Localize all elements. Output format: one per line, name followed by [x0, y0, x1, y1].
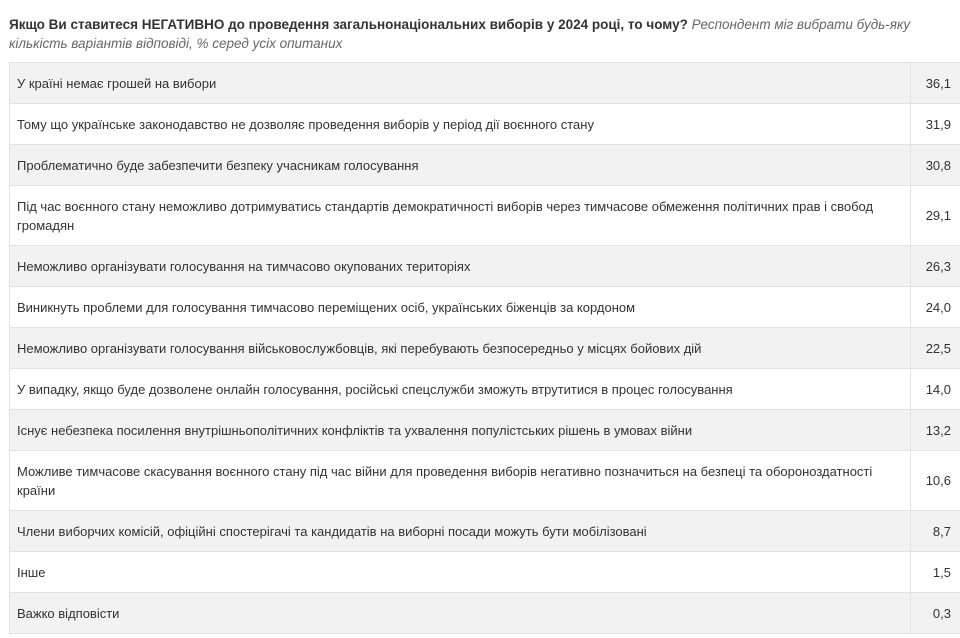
table-row [10, 410, 960, 451]
table-row [10, 552, 960, 593]
answer-label: Тому що українське законодавство не дозволяє проведення виборів у період дії воєнного стану [10, 104, 911, 145]
answer-label: Неможливо організувати голосування військовослужбовців, які перебувають безпосередньо у місцях бойових дій [10, 328, 911, 369]
respondent-note: Респондент міг вибрати будь-яку кількість варіантів відповіді, % серед усіх опитаних [9, 17, 911, 51]
table-row [10, 287, 960, 328]
answer-percent: 8,7 [911, 511, 960, 552]
answer-percent: 29,1 [911, 186, 960, 246]
answer-label: У країні немає грошей на вибори [10, 63, 911, 104]
answer-percent: 13,2 [911, 410, 960, 451]
answer-label: У випадку, якщо буде дозволене онлайн голосування, російські спецслужби зможуть втрутитися в процес голосування [10, 369, 911, 410]
answer-percent: 36,1 [911, 63, 960, 104]
answer-percent: 22,5 [911, 328, 960, 369]
answer-percent: 24,0 [911, 287, 960, 328]
answer-label: Члени виборчих комісій, офіційні спостерігачі та кандидатів на виборні посади можуть бути мобілізовані [10, 511, 911, 552]
table-row [10, 369, 960, 410]
answer-percent: 30,8 [911, 145, 960, 186]
answer-percent: 10,6 [911, 451, 960, 511]
answer-percent: 1,5 [911, 552, 960, 593]
table-row [10, 246, 960, 287]
answer-percent: 14,0 [911, 369, 960, 410]
answer-label: Виникнуть проблеми для голосування тимчасово переміщених осіб, українських біженців за кордоном [10, 287, 911, 328]
answer-label: Неможливо організувати голосування на тимчасово окупованих територіях [10, 246, 911, 287]
answer-label: Важко відповісти [10, 593, 911, 634]
answer-label: Інше [10, 552, 911, 593]
answer-label: Проблематично буде забезпечити безпеку учасникам голосування [10, 145, 911, 186]
question-text: Якщо Ви ставитеся НЕГАТИВНО до проведення загальнонаціональних виборів у 2024 році, то чому? [9, 17, 688, 32]
answer-percent: 0,3 [911, 593, 960, 634]
answer-percent: 31,9 [911, 104, 960, 145]
table-row [10, 511, 960, 552]
table-row [10, 328, 960, 369]
table-row [10, 186, 960, 246]
table-row [10, 451, 960, 511]
table-caption [9, 15, 951, 53]
table-row [10, 593, 960, 634]
table-row [10, 145, 960, 186]
table-row [10, 63, 960, 104]
answer-percent: 26,3 [911, 246, 960, 287]
answer-label: Можливе тимчасове скасування воєнного стану під час війни для проведення виборів негативно позначиться на безпеці та обороноздатності країни [10, 451, 911, 511]
table-row [10, 104, 960, 145]
answer-label: Під час воєнного стану неможливо дотримуватись стандартів демократичності виборів через тимчасове обмеження політичних прав і свобод громадян [10, 186, 911, 246]
results-table [9, 62, 960, 634]
answer-label: Існує небезпека посилення внутрішньополітичних конфліктів та ухвалення популістських рішень в умовах війни [10, 410, 911, 451]
